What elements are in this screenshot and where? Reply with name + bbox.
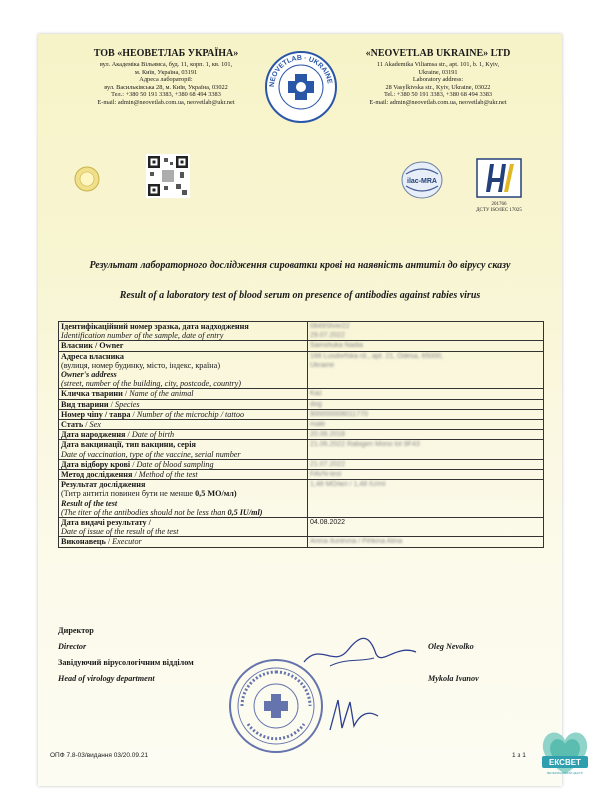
table-row: Дата народження / Date of birth 20.06.2018 [59,430,544,440]
table-row: Номер чіпу / тавра / Number of the microchip / tattoo 900000008011770 [59,409,544,419]
min-titer-ua: 0,5 МО/мл) [195,489,237,499]
table-row: Стать / Sex male [59,420,544,430]
microchip-value: 900000008011770 [310,410,368,418]
row-sublabel-ua: (вулиця, номер будинку, місто, індекс, країна) [61,360,221,370]
table-row [59,518,544,537]
row-label-en: Name of the animal [129,389,194,399]
sample-id-value: 0849Sh/e/22 [310,323,350,330]
row-label-en: Species [115,399,140,409]
row-sublabel-en: (street, number of the building, city, postcode, country) [61,379,242,389]
row-label-ua: Кличка тварини [61,389,123,399]
phone-line: Тел.: +380 50 191 3383, +380 68 494 3383 [111,91,221,99]
page-number: 1 з 1 [512,752,526,759]
table-row: Виконавець / Executor Anina Ilurievna / Pihkina Alina [59,537,544,547]
owner-country-value: Ukraine [310,361,335,369]
form-reference: ОПФ 7.8-03/видання 03/20.09.21 [50,752,149,759]
head-title-ua: Завідуючий вірусологічним відділом [58,658,194,667]
row-label-en: Number of the microchip / tattoo [136,409,245,419]
director-title-en: Director [58,642,87,651]
table-row [59,322,544,341]
entry-date-value: 29.07.2022 [310,332,346,340]
certificate-page [38,34,562,786]
address-line: Адреса лабораторії: [139,76,193,84]
table-row: Метод дослідження / Method of the test FAVN-test [59,470,544,480]
row-label-ua: Дата вакцинації, тип вакцини, серія [61,440,196,450]
issue-date-value: 04.08.2022 [310,519,346,527]
row-label-ua: Дата народження [61,430,126,440]
row-label-en: Identification number of the sample, date of entry [61,331,224,341]
row-label-en: Date of issue of the result of the test [61,527,179,537]
hologram-sticker-icon [74,166,100,192]
blood-sampling-date-value: 21.07.2022 [310,460,346,468]
director-title-ua: Директор [58,626,94,635]
address-line: вул. Васильківська 28, м. Київ, Україна, 03022 [104,83,228,91]
row-label-ua: Дата відбору крові [61,459,131,469]
address-line: 28 Vasylkivska str., Kyiv, Ukraine, 03022 [385,83,491,91]
row-label-en: Date of vaccination, type of the vaccine, serial number [61,449,241,459]
director-signature [300,632,420,674]
header-right [338,48,538,107]
row-label: Власник / Owner [61,341,124,351]
national-accreditation-mark-icon [476,158,522,198]
address-line: 11 Akademika Viliamsa str., apt. 101, b. 1, Kyiv, [376,61,500,68]
row-label-ua: Виконавець [61,537,106,547]
head-title-en: Head of virology department [58,674,155,683]
address-line: вул. Академіка Вільямса, буд. 11, корп. 1, кв. 101, [99,61,233,68]
company-name-en: «NEOVETLAB UKRAINE» LTD [365,48,511,59]
row-label-ua: Метод дослідження [61,470,133,480]
accreditation-info [464,202,534,214]
sex-value: male [310,421,326,429]
row-sublabel-en: (The titer of the antibodies should not be less than [61,507,226,517]
min-titer-en: 0,5 IU/ml) [227,507,263,517]
birth-date-value: 20.06.2018 [310,431,346,439]
vaccination-value: 21.06.2022 Rabigen Mono lot 9F43 [310,441,420,449]
phone-line: Tel.: +380 50 191 3383, +380 68 494 3383 [383,91,493,99]
director-name: Oleg Nevolko [428,642,474,651]
address-line: Laboratory address: [412,76,464,84]
table-row [59,440,544,459]
title-en: Result of a laboratory test of blood serum on presence of antibodies against rabies virus [119,290,481,301]
row-label-ua: Ідентифікаційний номер зразка, дата надходження [61,322,249,331]
row-label-ua: Дата видачі результату / [61,518,151,528]
results-table [58,321,544,548]
neovetlab-logo [264,50,338,124]
animal-name-value: Kaz [310,390,323,398]
row-label-en: Method of the test [138,470,198,480]
table-row [59,351,544,389]
executor-value: Anina Ilurievna / Pihkina Alina [310,538,403,546]
address-line: м. Київ, Україна, 03191 [134,68,198,76]
test-method-value: FAVN-test [310,471,342,479]
row-label-ua: Результат дослідження [61,480,146,490]
row-label-en: Result of the test [61,498,118,508]
ilac-mra-logo [400,160,444,200]
row-label-ua: Вид тварини [61,399,109,409]
test-result-value: 1,48 МО/мл / 1,48 IU/ml [310,481,386,489]
table-row [59,480,544,518]
row-label-en: Owner's address [61,370,117,380]
owner-value: Sainshuka Nadia [310,342,363,350]
title-ua: Результат лабораторного дослідження сироватки крові на наявність антитіл до вірусу сказу [89,260,511,271]
head-signature [324,694,384,736]
table-row: Дата відбору крові / Date of blood sampling 21.07.2022 [59,459,544,469]
owner-address-value: 166 Lusdorfska rd., apt. 21, Odesa, 65000, [310,352,444,360]
table-row [59,341,544,351]
species-value: dog [310,400,322,408]
table-row: Вид тварини / Species dog [59,399,544,409]
row-label-en: Sex [89,420,101,430]
header-left [66,48,266,107]
row-sublabel-ua: (Титр антитіл повинен бути не менше [61,489,194,499]
row-label-en: Date of blood sampling [136,459,214,469]
row-label-en: Executor [112,537,142,547]
company-name-ua: ТОВ «НЕОВЕТЛАБ УКРАЇНА» [93,48,239,59]
address-line: Ukraine, 03191 [418,68,458,76]
badge-label: ЕКСВЕТ [549,758,581,767]
qr-code-icon [146,154,190,198]
table-row: Кличка тварини / Name of the animal Kaz [59,389,544,399]
row-label-ua: Номер чіпу / тавра [61,409,131,419]
logo-ring-text: NEOVETLAB · UKRAINE [268,54,333,88]
row-label-ua: Адреса власника [61,351,124,361]
head-name: Mykola Ivanov [428,674,479,683]
email-line: E-mail: admin@neovetlab.com.ua, neovetlab@ukr.net [97,98,235,106]
accreditation-number: 201766 [491,202,507,207]
ilac-label: ilac-MRA [407,178,437,185]
badge-sublabel: ВЕТЕРИНАРНИЙ ЦЕНТР [547,771,583,775]
row-label-ua: Стать [61,420,84,430]
row-label-en: Date of birth [131,430,175,440]
eksvet-badge [536,722,594,780]
email-line: E-mail: admin@neovetlab.com.ua, neovetlab@ukr.net [369,98,507,106]
accreditation-standard: ДСТУ ISO/IEC 17025 [476,208,522,213]
